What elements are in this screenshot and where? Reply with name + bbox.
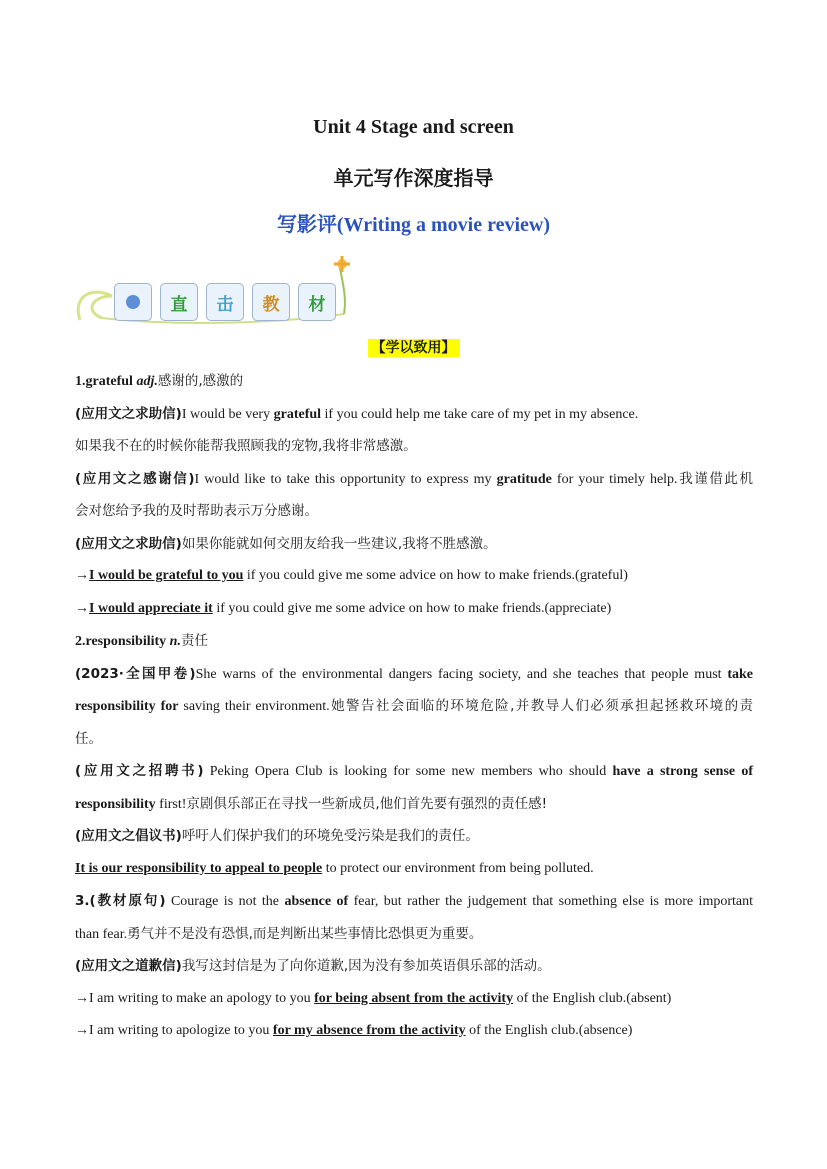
line-12: 任。 <box>75 730 102 747</box>
word-heading: 1.grateful <box>75 374 137 389</box>
line-11 <box>75 690 753 723</box>
underlined-answer: I would be grateful to you <box>89 568 244 583</box>
text: than fear. <box>75 926 128 942</box>
keyword: take <box>727 666 754 682</box>
underlined-answer: It is our responsibility to appeal to people <box>75 860 323 876</box>
word-heading: 2.responsibility <box>75 634 170 649</box>
line-1 <box>75 365 753 398</box>
keyword: responsibility <box>75 796 156 812</box>
line-6 <box>75 528 753 561</box>
text: →I am writing to make an apology to you <box>75 990 315 1006</box>
translation: 如果你能就如何交朋友给我一些建议,我将不胜感激。 <box>181 535 497 552</box>
keyword: gratitude <box>496 471 552 487</box>
text: for your timely help. <box>551 471 678 487</box>
line-5: 会对您给予我的及时帮助表示万分感谢。 <box>75 503 318 519</box>
translation: 我写这封信是为了向你道歉,因为没有参加英语俱乐部的活动。 <box>181 958 551 974</box>
line-21 <box>75 1015 753 1048</box>
text: She warns of the environmental dangers facing society, and she teaches that people must <box>195 666 728 682</box>
tag: (应用文之招聘书) <box>75 763 204 779</box>
text: I would be very <box>181 406 274 422</box>
text: to protect our environment from being polluted. <box>322 860 594 876</box>
line-7 <box>75 560 753 593</box>
tag: (应用文之倡议书) <box>75 828 182 844</box>
text: I would like to take this opportunity to express my <box>194 471 497 487</box>
meaning: 感谢的,感激的 <box>157 373 244 389</box>
keyword: absence of <box>284 894 349 909</box>
tag: (应用文之求助信) <box>75 535 182 552</box>
translation: 京剧俱乐部正在寻找一些新成员,他们首先要有强烈的责任感! <box>186 795 548 812</box>
keyword: grateful <box>273 406 322 422</box>
translation: 呼吁人们保护我们的环境免受污染是我们的责任。 <box>181 828 479 844</box>
text: of the English club.(absent) <box>513 990 672 1006</box>
banner-char-3: 教 <box>252 283 290 321</box>
text: fear, but rather the judgement that something else is more important <box>348 894 753 909</box>
section-label-text: 【学以致用】 <box>368 339 460 357</box>
tag: (应用文之感谢信) <box>75 470 195 487</box>
underlined-answer: for my absence from the activity <box>272 1023 466 1038</box>
section-label <box>0 337 827 357</box>
line-3: 如果我不在的时候你能帮我照顾我的宠物,我将非常感激。 <box>75 438 417 454</box>
line-9 <box>75 625 753 658</box>
line-2 <box>75 398 753 431</box>
underlined-answer: for being absent from the activity <box>314 990 514 1006</box>
text: Courage is not the <box>165 894 285 909</box>
part-of-speech: n. <box>169 634 181 649</box>
topic-title: 写影评(Writing a movie review) <box>276 214 551 236</box>
arrow: → <box>75 600 89 616</box>
keyword: have a strong sense of <box>612 764 753 779</box>
tag: (应用文之道歉信) <box>75 958 182 974</box>
line-20 <box>75 983 753 1016</box>
text: →I am writing to apologize to you <box>75 1023 273 1038</box>
line-13 <box>75 755 753 788</box>
translation: 勇气并不是没有恐惧,而是判断出某些事情比恐惧更为重要。 <box>127 925 483 942</box>
content <box>75 365 753 1048</box>
unit-title: Unit 4 Stage and screen <box>313 116 514 138</box>
tag: 3.(教材原句) <box>75 893 166 909</box>
banner-char-1: 直 <box>160 283 198 321</box>
text: of the English club.(absence) <box>465 1023 633 1038</box>
text: if you could help me take care of my pet in my absence. <box>321 406 639 422</box>
text: if you could give me some advice on how to make friends.(grateful) <box>243 568 628 583</box>
subtitle: 单元写作深度指导 <box>333 166 494 190</box>
arrow: → <box>75 568 89 583</box>
text: saving their environment. <box>178 699 330 714</box>
underlined-answer: I would appreciate it <box>89 600 213 616</box>
line-18 <box>75 918 753 951</box>
banner-boxes <box>114 283 336 321</box>
line-15 <box>75 820 753 853</box>
translation: 我谨借此机 <box>677 470 754 487</box>
line-14 <box>75 788 753 821</box>
line-16 <box>75 853 753 886</box>
line-8 <box>75 593 753 626</box>
text: if you could give me some advice on how to make friends.(appreciate) <box>212 600 612 616</box>
banner-char-2: 击 <box>206 283 244 321</box>
text: Peking Opera Club is looking for some new members who should <box>203 764 613 779</box>
line-4 <box>75 463 753 496</box>
banner-char-4: 材 <box>298 283 336 321</box>
line-19 <box>75 950 753 983</box>
meaning: 责任 <box>180 633 208 649</box>
tag: (应用文之求助信) <box>75 405 182 422</box>
tag: (2023·全国甲卷) <box>75 665 196 682</box>
keyword: responsibility for <box>75 699 179 714</box>
translation: 她警告社会面临的环境危险,并教导人们必须承担起拯救环境的责 <box>329 698 754 714</box>
banner-dot-box <box>114 283 152 321</box>
text: first! <box>155 796 187 812</box>
line-17 <box>75 885 753 918</box>
line-10 <box>75 658 753 691</box>
dot-icon <box>126 295 140 309</box>
part-of-speech: adj. <box>136 374 158 389</box>
